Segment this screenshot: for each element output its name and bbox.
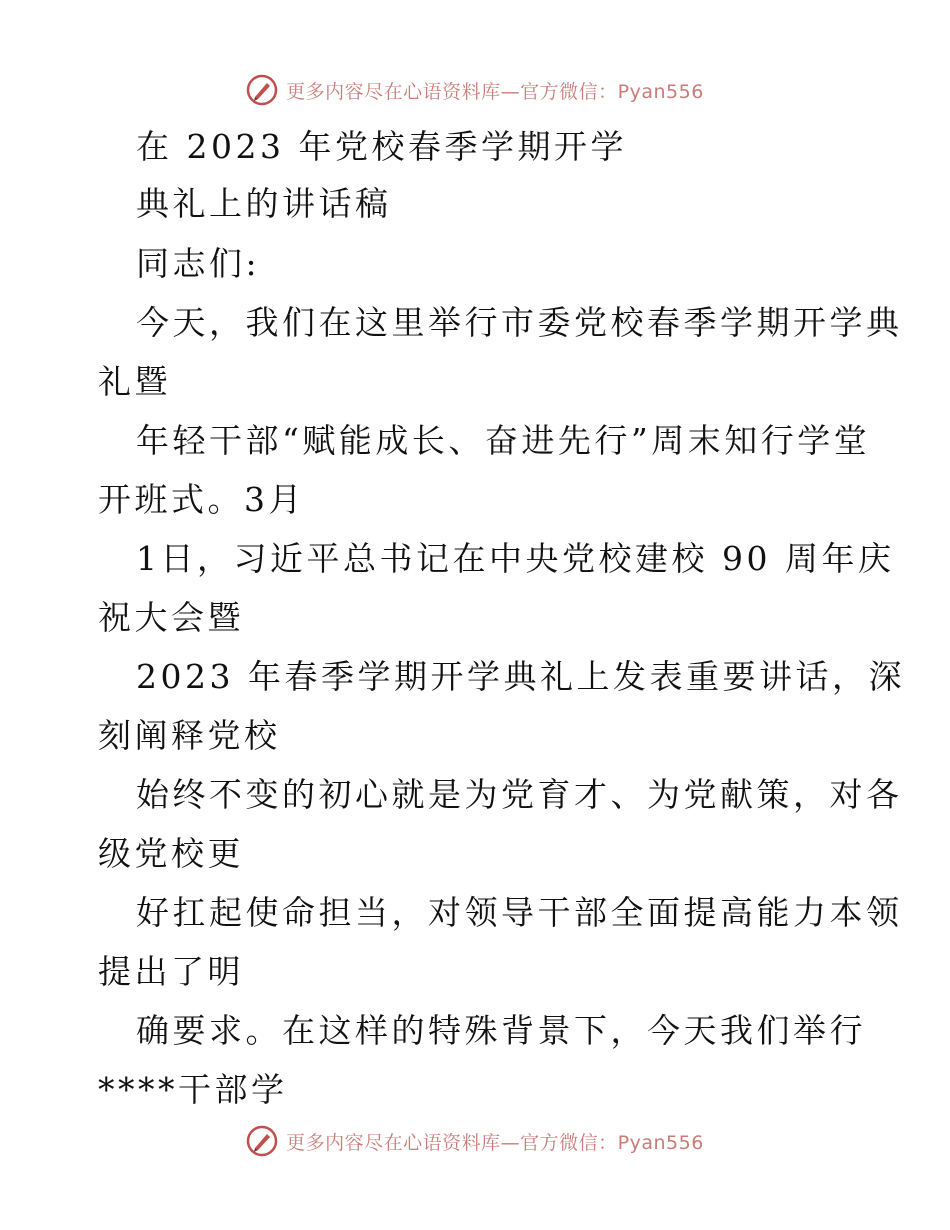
paragraph-line: 礼暨 (98, 362, 171, 401)
watermark-text: 更多内容尽在心语资料库—官方微信：Pyan556 (286, 1131, 704, 1154)
paragraph-line: 提出了明 (98, 952, 244, 991)
footer-watermark (0, 1121, 950, 1161)
paragraph-line: 开班式。3月 (98, 480, 305, 519)
paragraph-line: 年轻干部“赋能成长、奋进先行”周末知行学堂 (136, 421, 871, 460)
paragraph-line: ****干部学 (98, 1070, 288, 1109)
paragraph-line: 刻阐释党校 (98, 716, 281, 755)
pen-logo-icon (246, 74, 278, 106)
title-line: 在 2023 年党校春季学期开学 (136, 127, 627, 166)
paragraph-line: 始终不变的初心就是为党育才、为党献策，对各 (136, 775, 903, 814)
paragraph-line: 确要求。在这样的特殊背景下，今天我们举行 (136, 1011, 866, 1050)
paragraph-line: 今天，我们在这里举行市委党校春季学期开学典 (136, 303, 903, 342)
header-watermark (0, 70, 950, 110)
paragraph-line: 好扛起使命担当，对领导干部全面提高能力本领 (136, 893, 903, 932)
watermark-text: 更多内容尽在心语资料库—官方微信：Pyan556 (286, 80, 704, 103)
title-line: 典礼上的讲话稿 (136, 184, 392, 223)
paragraph-line: 祝大会暨 (98, 598, 244, 637)
paragraph-line: 级党校更 (98, 834, 244, 873)
paragraph-line: 2023 年春季学期开学典礼上发表重要讲话，深 (136, 657, 905, 696)
pen-logo-icon (246, 1125, 278, 1157)
salutation: 同志们: (136, 244, 261, 283)
paragraph-line: 1日，习近平总书记在中央党校建校 90 周年庆 (136, 539, 895, 578)
